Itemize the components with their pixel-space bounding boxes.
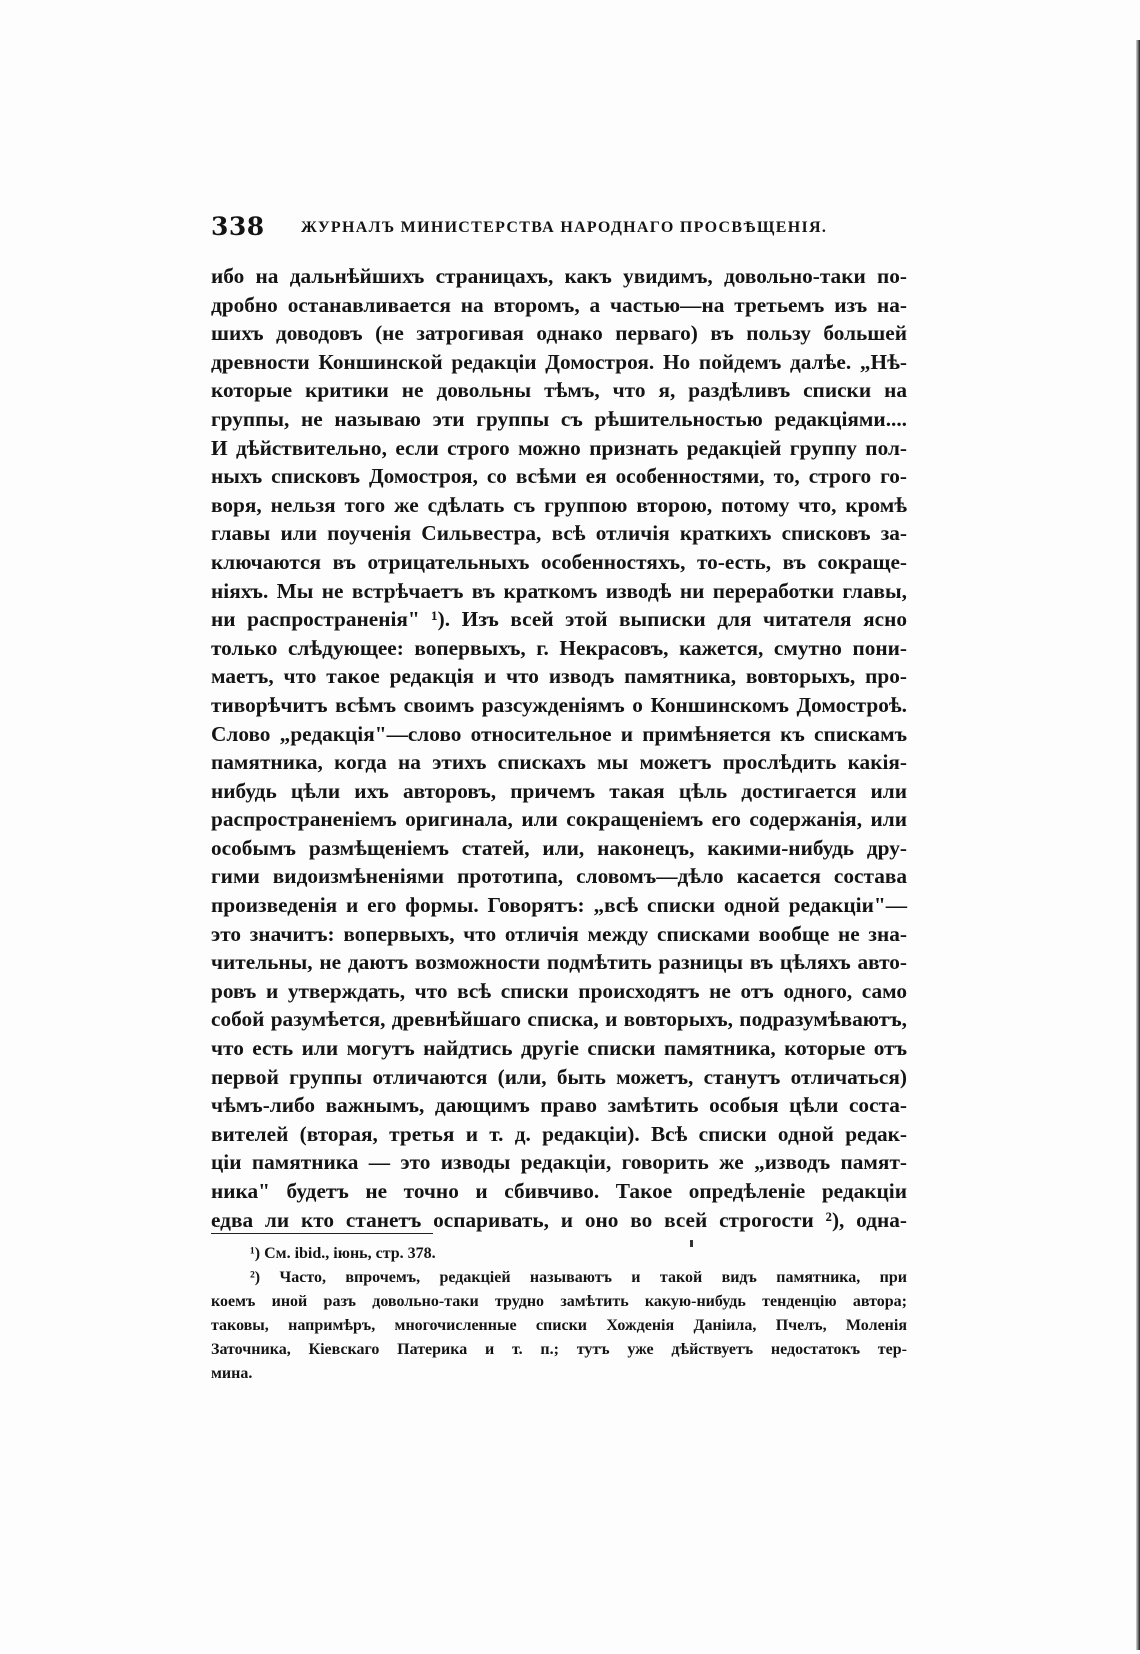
text-line: ключаются въ отрицательныхъ особенностяхъ, то-есть, въ сокраще-	[211, 549, 907, 574]
text-line: вителей (вторая, третья и т. д. редакціи). Всѣ списки одной редак-	[211, 1121, 907, 1146]
text-line: маетъ, что такое редакція и что изводъ памятника, вовторыхъ, про-	[211, 664, 907, 689]
text-line: чѣмъ-либо важнымъ, дающимъ право замѣтить особыя цѣли соста-	[211, 1093, 907, 1118]
text-line: гими видоизмѣненіями прототипа, словомъ—дѣло касается состава	[211, 864, 907, 889]
running-head: ЖУРНАЛЪ МИНИСТЕРСТВА НАРОДНАГО ПРОСВѢЩЕНІЯ.	[301, 219, 828, 236]
text-line: ни распространенія" ¹). Изъ всей этой выписки для читателя ясно	[211, 607, 907, 632]
page-number: 338	[211, 212, 265, 241]
text-line: тиворѣчитъ всѣмъ своимъ разсужденіямъ о Коншинскомъ Домостроѣ.	[211, 692, 907, 717]
text-line: группы, не называю эти группы съ рѣшительностью редакціями....	[211, 406, 907, 431]
text-line: собой разумѣется, древнѣйшаго списка, и вовторыхъ, подразумѣваютъ,	[211, 1007, 907, 1032]
text-line: ровъ и утверждать, что всѣ списки происходятъ не отъ одного, само	[211, 978, 907, 1003]
text-line: ніяхъ. Мы не встрѣчаетъ въ краткомъ изводѣ ни переработки главы,	[211, 578, 907, 603]
body-text	[211, 262, 907, 1234]
footnote-2-line: ²) Часто, впрочемъ, редакціей называютъ и такой видъ памятника, при	[250, 1269, 907, 1286]
text-line: произведенія и его формы. Говорятъ: „всѣ списки одной редакціи"—	[211, 893, 907, 918]
footnote-1: ¹) См. ibid., іюнь, стр. 378.	[250, 1245, 436, 1262]
footnote-2-line: коемъ иной разъ довольно-таки трудно замѣтить какую-нибудь тенденцію автора;	[211, 1293, 907, 1310]
footnote-2-line: мина.	[211, 1365, 253, 1382]
text-line: особымъ размѣщеніемъ статей, или, наконецъ, какими-нибудь дру-	[211, 835, 907, 860]
text-line: ибо на дальнѣйшихъ страницахъ, какъ увидимъ, довольно-таки по-	[211, 264, 907, 288]
text-line: едва ли кто станетъ оспаривать, и оно во всей строгости ²), одна-	[211, 1207, 907, 1232]
footnote-divider	[211, 1233, 433, 1234]
text-line: распространеніемъ оригинала, или сокращеніемъ его содержанія, или	[211, 807, 907, 832]
text-line: ника" будетъ не точно и сбивчиво. Такое опредѣленіе редакціи	[211, 1179, 907, 1203]
footnote-2-line: таковы, напримѣръ, многочисленные списки Хожденія Даніила, Пчелъ, Моленія	[211, 1317, 907, 1334]
footnote-2-line: Заточника, Кіевскаго Патерика и т. п.; тутъ уже дѣйствуетъ недостатокъ тер-	[211, 1341, 907, 1358]
text-line: ныхъ списковъ Домостроя, со всѣми ея особенностями, то, строго го-	[211, 464, 907, 489]
text-line: нибудь цѣли ихъ авторовъ, причемъ такая цѣль достигается или	[211, 778, 907, 803]
text-line: ціи памятника — это изводы редакціи, говорить же „изводъ памят-	[211, 1150, 907, 1175]
text-line: древности Коншинской редакціи Домостроя. Но пойдемъ далѣе. „Нѣ-	[211, 349, 907, 374]
text-line: шихъ доводовъ (не затрогивая однако перваго) въ пользу большей	[211, 321, 907, 346]
text-line: дробно останавливается на второмъ, а частью—на третьемъ изъ на-	[211, 292, 907, 317]
page-header	[211, 212, 869, 244]
text-line: это значитъ: вопервыхъ, что отличія между списками вообще не зна-	[211, 921, 907, 946]
text-line: Слово „редакція"—слово относительное и примѣняется къ спискамъ	[211, 721, 907, 746]
text-line: которые критики не довольны тѣмъ, что я, раздѣливъ списки на	[211, 378, 907, 403]
text-line: воря, нельзя того же сдѣлать съ группою второю, потому что, кромѣ	[211, 492, 907, 517]
text-line: И дѣйствительно, если строго можно признать редакціей группу пол-	[211, 435, 907, 460]
text-line: только слѣдующее: вопервыхъ, г. Некрасовъ, кажется, смутно пони-	[211, 635, 907, 660]
text-line: первой группы отличаются (или, быть можетъ, станутъ отличаться)	[211, 1064, 907, 1089]
page-binding-edge	[1136, 40, 1140, 1650]
text-line: чительны, не даютъ возможности подмѣтить разницы въ цѣляхъ авто-	[211, 950, 907, 975]
text-line: памятника, когда на этихъ спискахъ мы можетъ прослѣдить какія-	[211, 750, 907, 775]
footnotes	[211, 1242, 907, 1386]
text-line: что есть или могутъ найдтись другіе списки памятника, которые отъ	[211, 1036, 907, 1061]
text-line: главы или поученія Сильвестра, всѣ отличія краткихъ списковъ за-	[211, 521, 907, 546]
